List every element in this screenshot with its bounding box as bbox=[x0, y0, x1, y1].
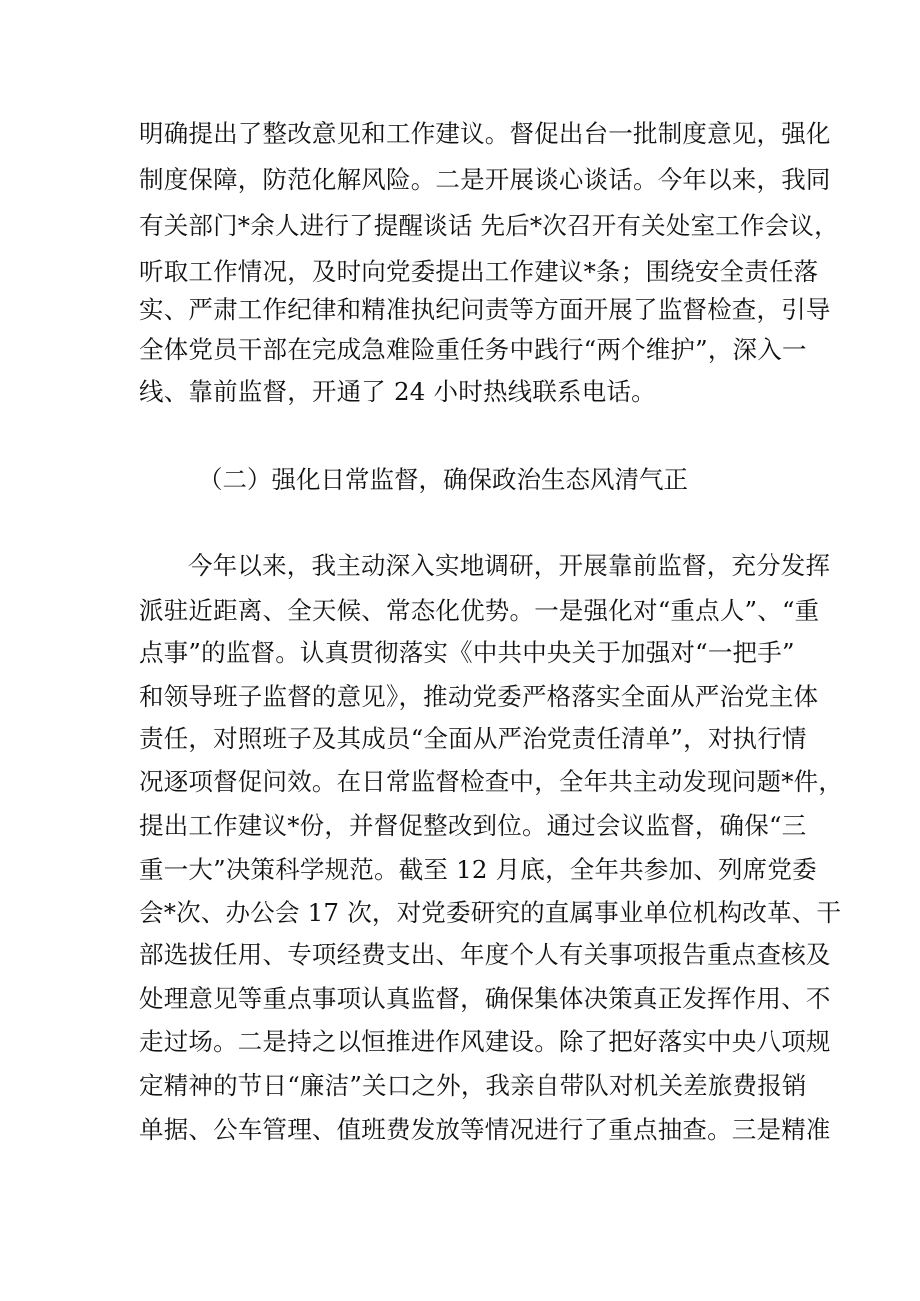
text-line: 有关部门*余人进行了提醒谈话 先后*次召开有关处室工作会议， bbox=[139, 211, 839, 240]
section-heading: （二）强化日常监督，确保政治生态风清气正 bbox=[198, 465, 688, 494]
text-line: 实、严肃工作纪律和精准执纪问责等方面开展了监督检查，引导 bbox=[139, 295, 831, 324]
text-line: 派驻近距离、全天候、常态化优势。一是强化对“重点人”、“重 bbox=[139, 596, 820, 625]
text-line: 和领导班子监督的意见》，推动党委严格落实全面从严治党主体 bbox=[139, 682, 819, 711]
text-line: 况逐项督促问效。在日常监督检查中，全年共主动发现问题*件， bbox=[139, 767, 844, 796]
text-line: 会*次、办公会 17 次，对党委研究的直属事业单位机构改革、干 bbox=[139, 898, 842, 927]
text-line: 提出工作建议*份，并督促整改到位。通过会议监督，确保“三 bbox=[139, 811, 807, 840]
text-line: 走过场。二是持之以恒推进作风建设。除了把好落实中央八项规 bbox=[139, 1027, 831, 1056]
text-line: 重一大”决策科学规范。截至 12 月底，全年共参加、列席党委 bbox=[139, 855, 817, 884]
text-line: 听取工作情况，及时向党委提出工作建议*条；围绕安全责任落 bbox=[139, 257, 819, 286]
text-line: 处理意见等重点事项认真监督，确保集体决策真正发挥作用、不 bbox=[139, 984, 831, 1013]
text-line: 部选拔任用、专项经费支出、年度个人有关事项报告重点查核及 bbox=[139, 940, 831, 969]
text-line: 责任，对照班子及其成员“全面从严治党责任清单”，对执行情 bbox=[139, 724, 807, 753]
text-line: 线、靠前监督，开通了 24 小时热线联系电话。 bbox=[139, 377, 656, 406]
text-line: 单据、公车管理、值班费发放等情况进行了重点抽查。三是精准 bbox=[139, 1115, 831, 1144]
text-line: 全体党员干部在完成急难险重任务中践行“两个维护”，深入一 bbox=[139, 335, 807, 364]
text-line: 制度保障，防范化解风险。二是开展谈心谈话。今年以来，我同 bbox=[139, 165, 831, 194]
text-line: 定精神的节日“廉洁”关口之外，我亲自带队对机关差旅费报销 bbox=[139, 1071, 807, 1100]
text-line: 明确提出了整改意见和工作建议。督促出台一批制度意见，强化 bbox=[139, 119, 831, 148]
text-line: 点事”的监督。认真贯彻落实《中共中央关于加强对“一把手” bbox=[139, 638, 795, 667]
text-line: 今年以来，我主动深入实地调研，开展靠前监督，充分发挥 bbox=[188, 551, 831, 580]
